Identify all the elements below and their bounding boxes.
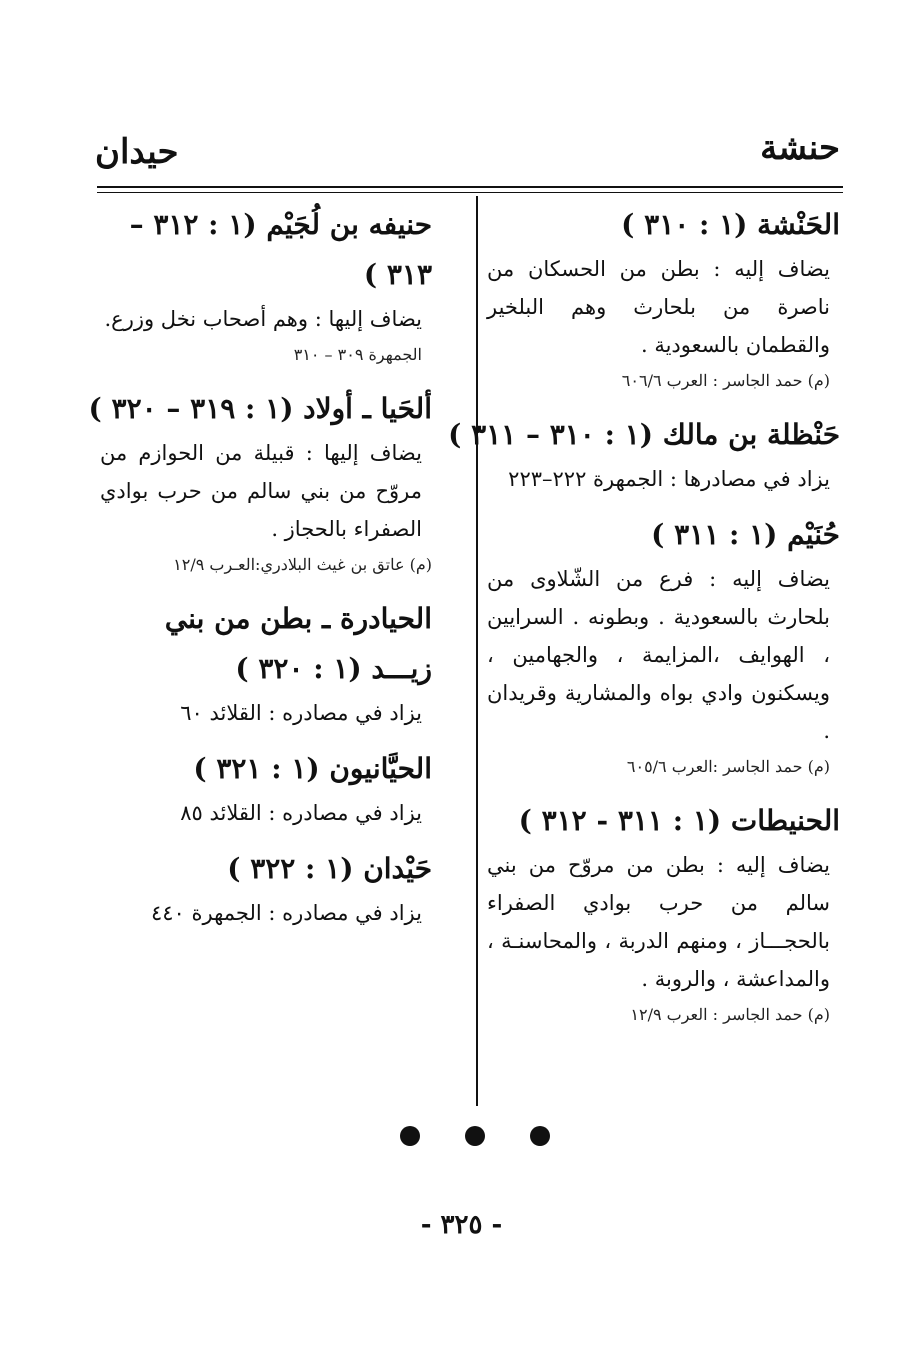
entry <box>100 594 432 732</box>
left-column <box>88 200 432 944</box>
page-number: - ٣٢٥ - <box>420 1210 503 1240</box>
entry <box>487 796 840 1032</box>
right-column <box>448 200 840 1044</box>
entry <box>487 510 840 784</box>
entry <box>487 200 840 398</box>
entry-heading: الحنيطات (١ : ٣١١ - ٣١٢ ) <box>518 804 840 837</box>
entry <box>88 384 432 582</box>
entry-heading: الحَنْشة (١ : ٣١٠ ) <box>621 208 840 241</box>
entry-body: يضاف إليه : فرع من الشّلاوى من بلحارث بالسعودية . وبطونه . السرايين ، الهوايف ،المزايمة ، والجهامين ، ويسكنون وادي بواه والمشارية وقريدان . <box>487 567 830 743</box>
entry-body: يضاف إليه : بطن من مروّح من بني سالم من حرب بوادي الصفراء بالحجـــاز ، ومنهم الدربة ، والمحاسنـة ، والمداعشة ، والروبة . <box>487 853 830 991</box>
dot-ornament <box>465 1126 485 1146</box>
entry-body: يضاف إليه : بطن من الحسكان من ناصرة من بلحارث وهم البلخير والقطمان بالسعودية . <box>487 257 830 357</box>
entry-body: يضاف إليها : وهم أصحاب نخل وزرع. <box>104 307 422 331</box>
entry-reference: الجمهرة ٣٠٩ – ٣١٠ <box>293 345 422 364</box>
header-rule <box>97 186 843 188</box>
entry-heading: الحيَّانيون (١ : ٣٢١ ) <box>193 752 432 785</box>
header-rule-thin <box>97 192 843 193</box>
entry-body: يضاف إليها : قبيلة من الحوازم من مروّح من بني سالم من حرب بوادي الصفراء بالحجاز . <box>100 441 422 541</box>
entry-heading: حنيفه بن لُجَيْم (١ : ٣١٢ – ٣١٣ ) <box>129 208 432 291</box>
entry <box>100 844 432 932</box>
page-header <box>95 118 840 178</box>
dot-ornament <box>530 1126 550 1146</box>
dot-ornament <box>400 1126 420 1146</box>
entry-heading: حَيْدان (١ : ٣٢٢ ) <box>227 852 432 885</box>
entry-heading: حُنَيْم (١ : ٣١١ ) <box>651 518 840 551</box>
running-head-left: حيدان <box>95 132 179 172</box>
entry-heading: الحيادرة ـ بطن من بني زيـــد (١ : ٣٢٠ ) <box>164 602 432 685</box>
entry-body: يزاد في مصادره : القلائد ٨٥ <box>180 801 422 825</box>
entry-reference: (م) حمد الجاسر : العرب ١٢/٩ <box>630 1005 830 1024</box>
entry <box>448 410 840 498</box>
section-separator-dots <box>400 1126 550 1152</box>
running-head-right: حنشة <box>760 128 840 168</box>
entry-reference: (م) حمد الجاسر : العرب ٦٠٦/٦ <box>621 371 830 390</box>
entry-heading: حَنْظلة بن مالك (١ : ٣١٠ – ٣١١ ) <box>448 418 840 451</box>
entry <box>100 200 432 372</box>
entry-body: يزاد في مصادرها : الجمهرة ٢٢٢–٢٢٣ <box>508 467 830 491</box>
entry-body: يزاد في مصادره : الجمهرة ٤٤٠ <box>150 901 422 925</box>
entry-heading: ألحَيا ـ أولاد (١ : ٣١٩ – ٣٢٠ ) <box>88 392 432 425</box>
column-divider <box>476 196 478 1106</box>
entry-reference: (م) حمد الجاسر :العرب ٦٠٥/٦ <box>626 757 830 776</box>
entry-reference: (م) عاتق بن غيث البلادري:العـرب ١٢/٩ <box>173 555 432 574</box>
entry <box>100 744 432 832</box>
entry-body: يزاد في مصادره : القلائد ٦٠ <box>180 701 422 725</box>
